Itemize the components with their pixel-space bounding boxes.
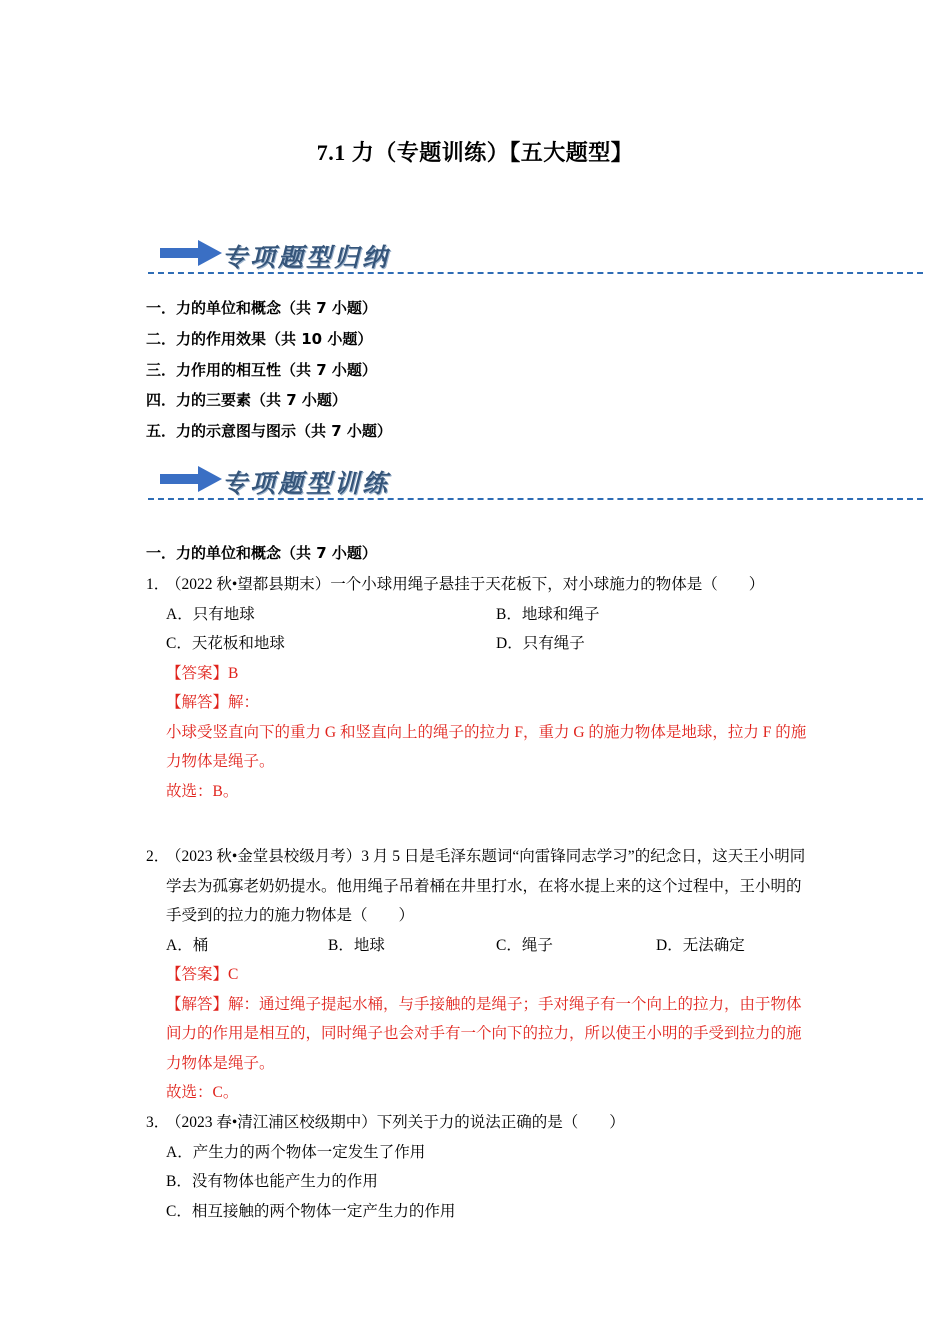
option-d: D．只有绳子 — [496, 635, 585, 652]
analysis-text: 小球受竖直向下的重力 G 和竖直向上的绳子的拉力 F，重力 G 的施力物体是地球，拉力 F 的施力物体是绳子。 — [166, 723, 807, 770]
option-a: A．桶 — [166, 936, 209, 954]
section-banner-training — [148, 462, 923, 502]
question-text: （2023 春•清江浦区校级期中）下列关于力的说法正确的是（ ） — [166, 1114, 625, 1131]
option-c: C．绳子 — [496, 936, 553, 954]
option-d: D．无法确定 — [656, 936, 745, 954]
question-number: 3． — [146, 1114, 170, 1131]
question-number: 1． — [146, 576, 170, 593]
choice-text: 故选：C。 — [166, 1084, 239, 1101]
question-1 — [146, 570, 808, 806]
analysis-text: 【解答】解：通过绳子提起水桶，与手接触的是绳子；手对绳子有一个向上的拉力，由于物体间力的作用是相互的，同时绳子也会对手有一个向下的拉力，所以使王小明的手受到拉力的施力物体是绳子。 — [166, 995, 802, 1072]
section-heading: 一．力的单位和概念（共 7 小题） — [146, 544, 377, 562]
option-a: A．产生力的两个物体一定发生了作用 — [166, 1143, 426, 1161]
toc-list — [146, 297, 392, 451]
section-banner-summary — [148, 236, 923, 276]
question-3 — [146, 1108, 808, 1226]
toc-item: 四．力的三要素（共 7 小题） — [146, 391, 347, 410]
question-text: （2022 秋•望都县期末）一个小球用绳子悬挂于天花板下，对小球施力的物体是（ ） — [166, 576, 765, 593]
option-b: B．没有物体也能产生力的作用 — [166, 1173, 378, 1190]
answer: 【答案】B — [166, 664, 239, 682]
options — [166, 600, 808, 659]
answer: 【答案】C — [166, 966, 239, 983]
dashed-divider — [148, 498, 923, 500]
options — [166, 1138, 808, 1227]
question-2 — [146, 842, 808, 1108]
arrow-right-icon — [160, 466, 222, 492]
analysis-label: 【解答】解： — [166, 694, 260, 711]
banner-title: 专项题型归纳 — [222, 243, 391, 272]
toc-item: 五．力的示意图与图示（共 7 小题） — [146, 422, 392, 441]
banner-title: 专项题型训练 — [222, 469, 391, 498]
question-number: 2． — [146, 848, 170, 865]
option-c: C．天花板和地球 — [166, 635, 285, 652]
options — [166, 931, 808, 961]
option-c: C．相互接触的两个物体一定产生力的作用 — [166, 1202, 456, 1220]
choice-text: 故选：B。 — [166, 782, 239, 800]
toc-item: 二．力的作用效果（共 10 小题） — [146, 329, 373, 348]
question-text: （2023 秋•金堂县校级月考）3 月 5 日是毛泽东题词“向雷锋同志学习”的纪念日，这天王小明同学去为孤寡老奶奶提水。他用绳子吊着桶在井里打水，在将水提上来的这个过程中，王小明的手受到的拉力的施力物体是（ ） — [166, 848, 806, 924]
dashed-divider — [148, 272, 923, 274]
option-a: A．只有地球 — [166, 605, 255, 623]
toc-item: 一．力的单位和概念（共 7 小题） — [146, 299, 377, 317]
option-b: B．地球 — [328, 936, 385, 954]
arrow-right-icon — [160, 240, 222, 266]
toc-item: 三．力作用的相互性（共 7 小题） — [146, 360, 377, 379]
option-b: B．地球和绳子 — [496, 605, 600, 623]
page-title: 7.1 力（专题训练）【五大题型】 — [316, 140, 634, 165]
